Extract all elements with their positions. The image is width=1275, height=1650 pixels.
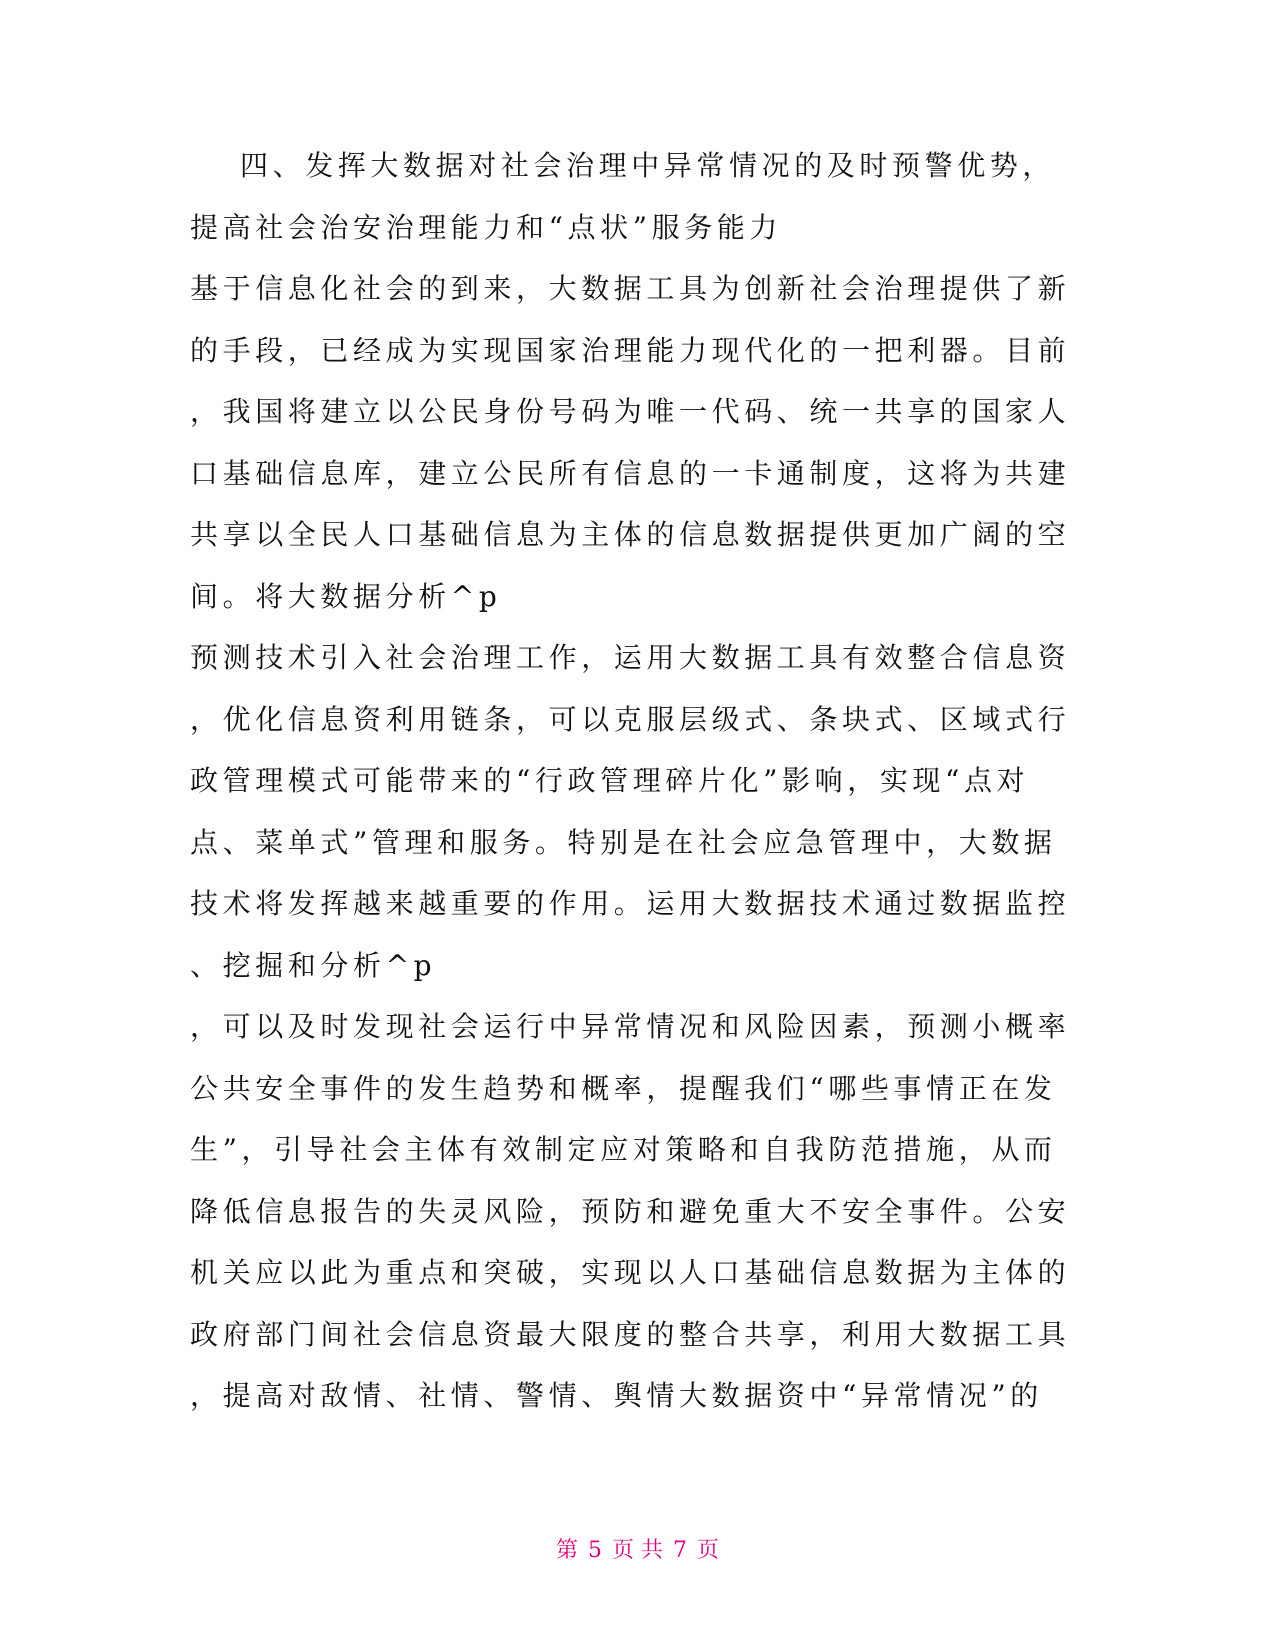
body-line: 政府部门间社会信息资最大限度的整合共享，利用大数据工具 [190, 1318, 1071, 1351]
body-line: 的手段，已经成为实现国家治理能力现代化的一把利器。目前 [190, 334, 1071, 367]
body-line: 共享以全民人口基础信息为主体的信息数据提供更加广阔的空 [190, 518, 1071, 551]
body-line: ，可以及时发现社会运行中异常情况和风险因素，预测小概率 [190, 1010, 1071, 1043]
body-line: 技术将发挥越来越重要的作用。运用大数据技术通过数据监控 [190, 887, 1071, 920]
body-line: ，优化信息资利用链条，可以克服层级式、条块式、区域式行 [190, 703, 1071, 736]
page-footer [0, 1536, 1275, 1566]
body-line: ，我国将建立以公民身份号码为唯一代码、统一共享的国家人 [190, 395, 1071, 428]
body-line: ，提高对敌情、社情、警情、舆情大数据资中“异常情况”的 [190, 1379, 1043, 1412]
total-pages: 7 [673, 1538, 687, 1563]
footer-suffix: 页 [697, 1538, 720, 1563]
body-line: 、挖掘和分析^p [190, 949, 437, 982]
body-line: 机关应以此为重点和突破，实现以人口基础信息数据为主体的 [190, 1256, 1071, 1289]
footer-prefix: 第 [555, 1538, 578, 1563]
section-heading-line-1: 四、发挥大数据对社会治理中异常情况的及时预警优势， [240, 149, 1056, 182]
body-line: 点、菜单式”管理和服务。特别是在社会应急管理中，大数据 [190, 826, 1057, 859]
body-line: 基于信息化社会的到来，大数据工具为创新社会治理提供了新 [190, 272, 1071, 305]
footer-middle: 页 共 [612, 1538, 663, 1563]
body-line: 公共安全事件的发生趋势和概率，提醒我们“哪些事情正在发 [190, 1072, 1057, 1105]
body-line: 间。将大数据分析^p [190, 580, 502, 613]
body-line: 口基础信息库，建立公民所有信息的一卡通制度，这将为共建 [190, 457, 1071, 490]
section-heading-line-2: 提高社会治安治理能力和“点状”服务能力 [190, 211, 783, 244]
body-line: 降低信息报告的失灵风险，预防和避免重大不安全事件。公安 [190, 1195, 1071, 1228]
body-line: 生”，引导社会主体有效制定应对策略和自我防范措施，从而 [190, 1133, 1057, 1166]
page-number: 5 [588, 1538, 602, 1563]
body-line: 政管理模式可能带来的“行政管理碎片化”影响，实现“点对 [190, 764, 1030, 797]
body-line: 预测技术引入社会治理工作，运用大数据工具有效整合信息资 [190, 641, 1071, 674]
